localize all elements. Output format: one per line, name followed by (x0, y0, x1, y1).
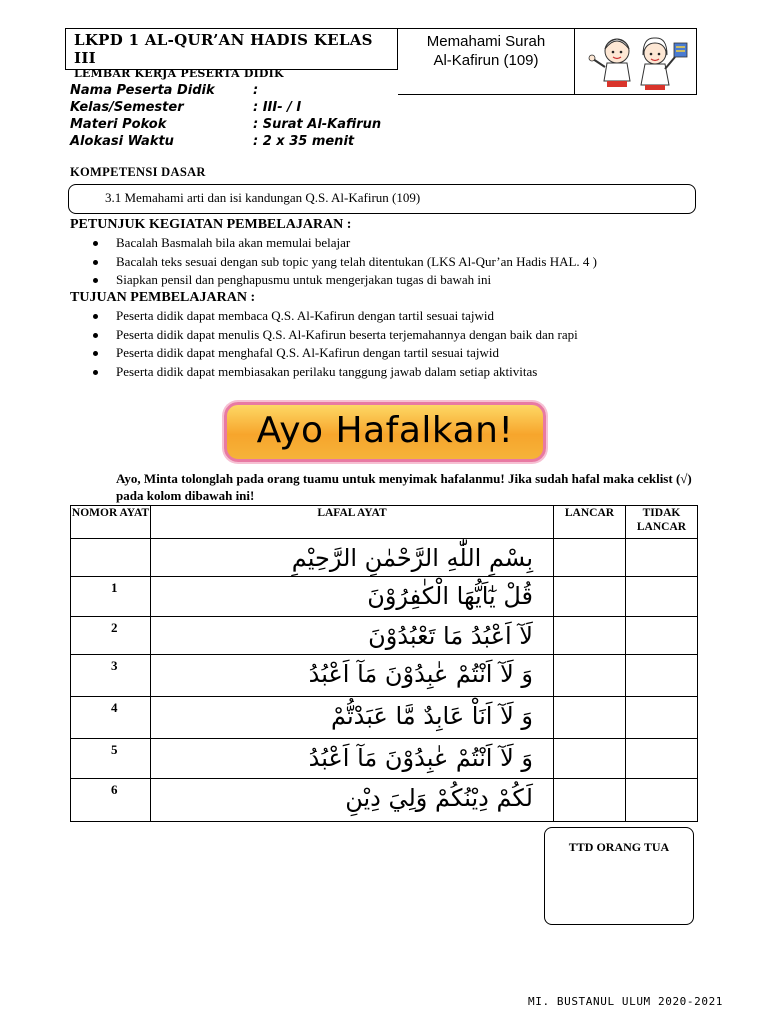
identity-value: : Surat Al-Kafirun (253, 117, 382, 132)
table-row (71, 539, 698, 577)
ayat-text: لَآ اَعْبُدُ مَا تَعْبُدُوْنَ (151, 617, 554, 655)
memorization-table (70, 505, 698, 822)
ayat-text: وَ لَآ اَنْتُمْ عٰبِدُوْنَ مَآ اَعْبُدُ (151, 655, 554, 697)
ayat-number: 2 (71, 617, 151, 655)
list-item: Peserta didik dapat menulis Q.S. Al-Kafirun beserta terjemahannya dengan baik dan rapi (90, 327, 578, 346)
banner-text: Ayo Hafalkan! (256, 410, 514, 451)
identity-value: : (253, 83, 259, 98)
ayat-number: 4 (71, 697, 151, 739)
identity-label: Alokasi Waktu (70, 134, 174, 149)
ayat-text: بِسْمِ اللّٰهِ الرَّحْمٰنِ الرَّحِيْمِ (151, 539, 554, 577)
ayo-hafalkan-banner (224, 402, 546, 462)
header-tidak-lancar: TIDAK LANCAR (626, 506, 698, 539)
lancar-check-cell[interactable] (554, 739, 626, 779)
tidak-lancar-check-cell[interactable] (626, 617, 698, 655)
header-title-box (65, 28, 398, 80)
header-nomor-ayat: NOMOR AYAT (71, 506, 151, 539)
table-header-row (71, 506, 698, 539)
table-row (71, 655, 698, 697)
table-row (71, 779, 698, 822)
identity-row-time (70, 134, 470, 151)
petunjuk-heading: PETUNJUK KEGIATAN PEMBELAJARAN : (70, 217, 352, 232)
lancar-check-cell[interactable] (554, 539, 626, 577)
table-row (71, 617, 698, 655)
ayat-number: 5 (71, 739, 151, 779)
identity-label: Nama Peserta Didik (70, 83, 215, 98)
kompetensi-heading: KOMPETENSI DASAR (70, 165, 206, 179)
tujuan-list (90, 308, 578, 382)
identity-value: : 2 x 35 menit (253, 134, 355, 149)
ayat-number: 1 (71, 577, 151, 617)
ayat-number: 3 (71, 655, 151, 697)
lancar-check-cell[interactable] (554, 779, 626, 822)
lancar-check-cell[interactable] (554, 577, 626, 617)
kompetensi-text: 3.1 Memahami arti dan isi kandungan Q.S. Al-Kafirun (109) (105, 190, 421, 205)
ayat-text: لَكُمْ دِيْنُكُمْ وَلِيَ دِيْنِ (151, 779, 554, 822)
list-item: Siapkan pensil dan penghapusmu untuk mengerjakan tugas di bawah ini (90, 272, 597, 291)
lancar-check-cell[interactable] (554, 617, 626, 655)
list-item: Peserta didik dapat menghafal Q.S. Al-Kafirun dengan tartil sesuai tajwid (90, 345, 578, 364)
lancar-check-cell[interactable] (554, 655, 626, 697)
worksheet-subtitle: LEMBAR KERJA PESERTA DIDIK (74, 67, 284, 80)
identity-value: : III- / I (253, 100, 302, 115)
tidak-lancar-check-cell[interactable] (626, 577, 698, 617)
list-item: Bacalah Basmalah bila akan memulai belajar (90, 235, 597, 254)
ayat-text: قُلْ يٰٓاَيُّهَا الْكٰفِرُوْنَ (151, 577, 554, 617)
identity-row-material (70, 117, 470, 134)
school-footer: MI. BUSTANUL ULUM 2020-2021 (528, 995, 724, 1008)
instruction-text: Ayo, Minta tolonglah pada orang tuamu untuk menyimak hafalanmu! Jika sudah hafal maka ceklist (√) pada kolom dibawah ini! (116, 471, 692, 503)
list-item: Bacalah teks sesuai dengan sub topic yang telah ditentukan (LKS Al-Qur’an Hadis HAL. 4 ) (90, 254, 597, 273)
ayat-number: 6 (71, 779, 151, 822)
children-illustration (575, 29, 695, 94)
tidak-lancar-check-cell[interactable] (626, 539, 698, 577)
lancar-check-cell[interactable] (554, 697, 626, 739)
tidak-lancar-check-cell[interactable] (626, 697, 698, 739)
list-item: Peserta didik dapat membiasakan perilaku tanggung jawab dalam setiap aktivitas (90, 364, 578, 383)
worksheet-title: LKPD 1 AL-QUR’AN HADIS KELAS III (74, 31, 373, 67)
identity-label: Materi Pokok (70, 117, 167, 132)
tidak-lancar-check-cell[interactable] (626, 779, 698, 822)
petunjuk-list (90, 235, 597, 291)
identity-row-name (70, 83, 470, 100)
signature-label: TTD ORANG TUA (568, 840, 670, 854)
parent-signature-box[interactable] (544, 827, 694, 925)
header-illustration-box (575, 28, 697, 95)
table-row (71, 739, 698, 779)
ayat-text: وَ لَآ اَنْتُمْ عٰبِدُوْنَ مَآ اَعْبُدُ (151, 739, 554, 779)
ayat-number (71, 539, 151, 577)
identity-row-class (70, 100, 470, 117)
header-lafal-ayat: LAFAL AYAT (151, 506, 554, 539)
ayat-text: وَ لَآ اَنَاْ عَابِدٌ مَّا عَبَدْتُّمْ (151, 697, 554, 739)
topic-line-1: Memahami Surah (426, 33, 546, 50)
header-lancar: LANCAR (554, 506, 626, 539)
topic-line-2: Al-Kafirun (109) (433, 52, 539, 69)
tujuan-heading: TUJUAN PEMBELAJARAN : (70, 290, 256, 305)
tidak-lancar-check-cell[interactable] (626, 655, 698, 697)
table-row (71, 577, 698, 617)
table-row (71, 697, 698, 739)
kompetensi-box (68, 184, 696, 214)
tidak-lancar-check-cell[interactable] (626, 739, 698, 779)
identity-label: Kelas/Semester (70, 100, 184, 115)
list-item: Peserta didik dapat membaca Q.S. Al-Kafirun dengan tartil sesuai tajwid (90, 308, 578, 327)
